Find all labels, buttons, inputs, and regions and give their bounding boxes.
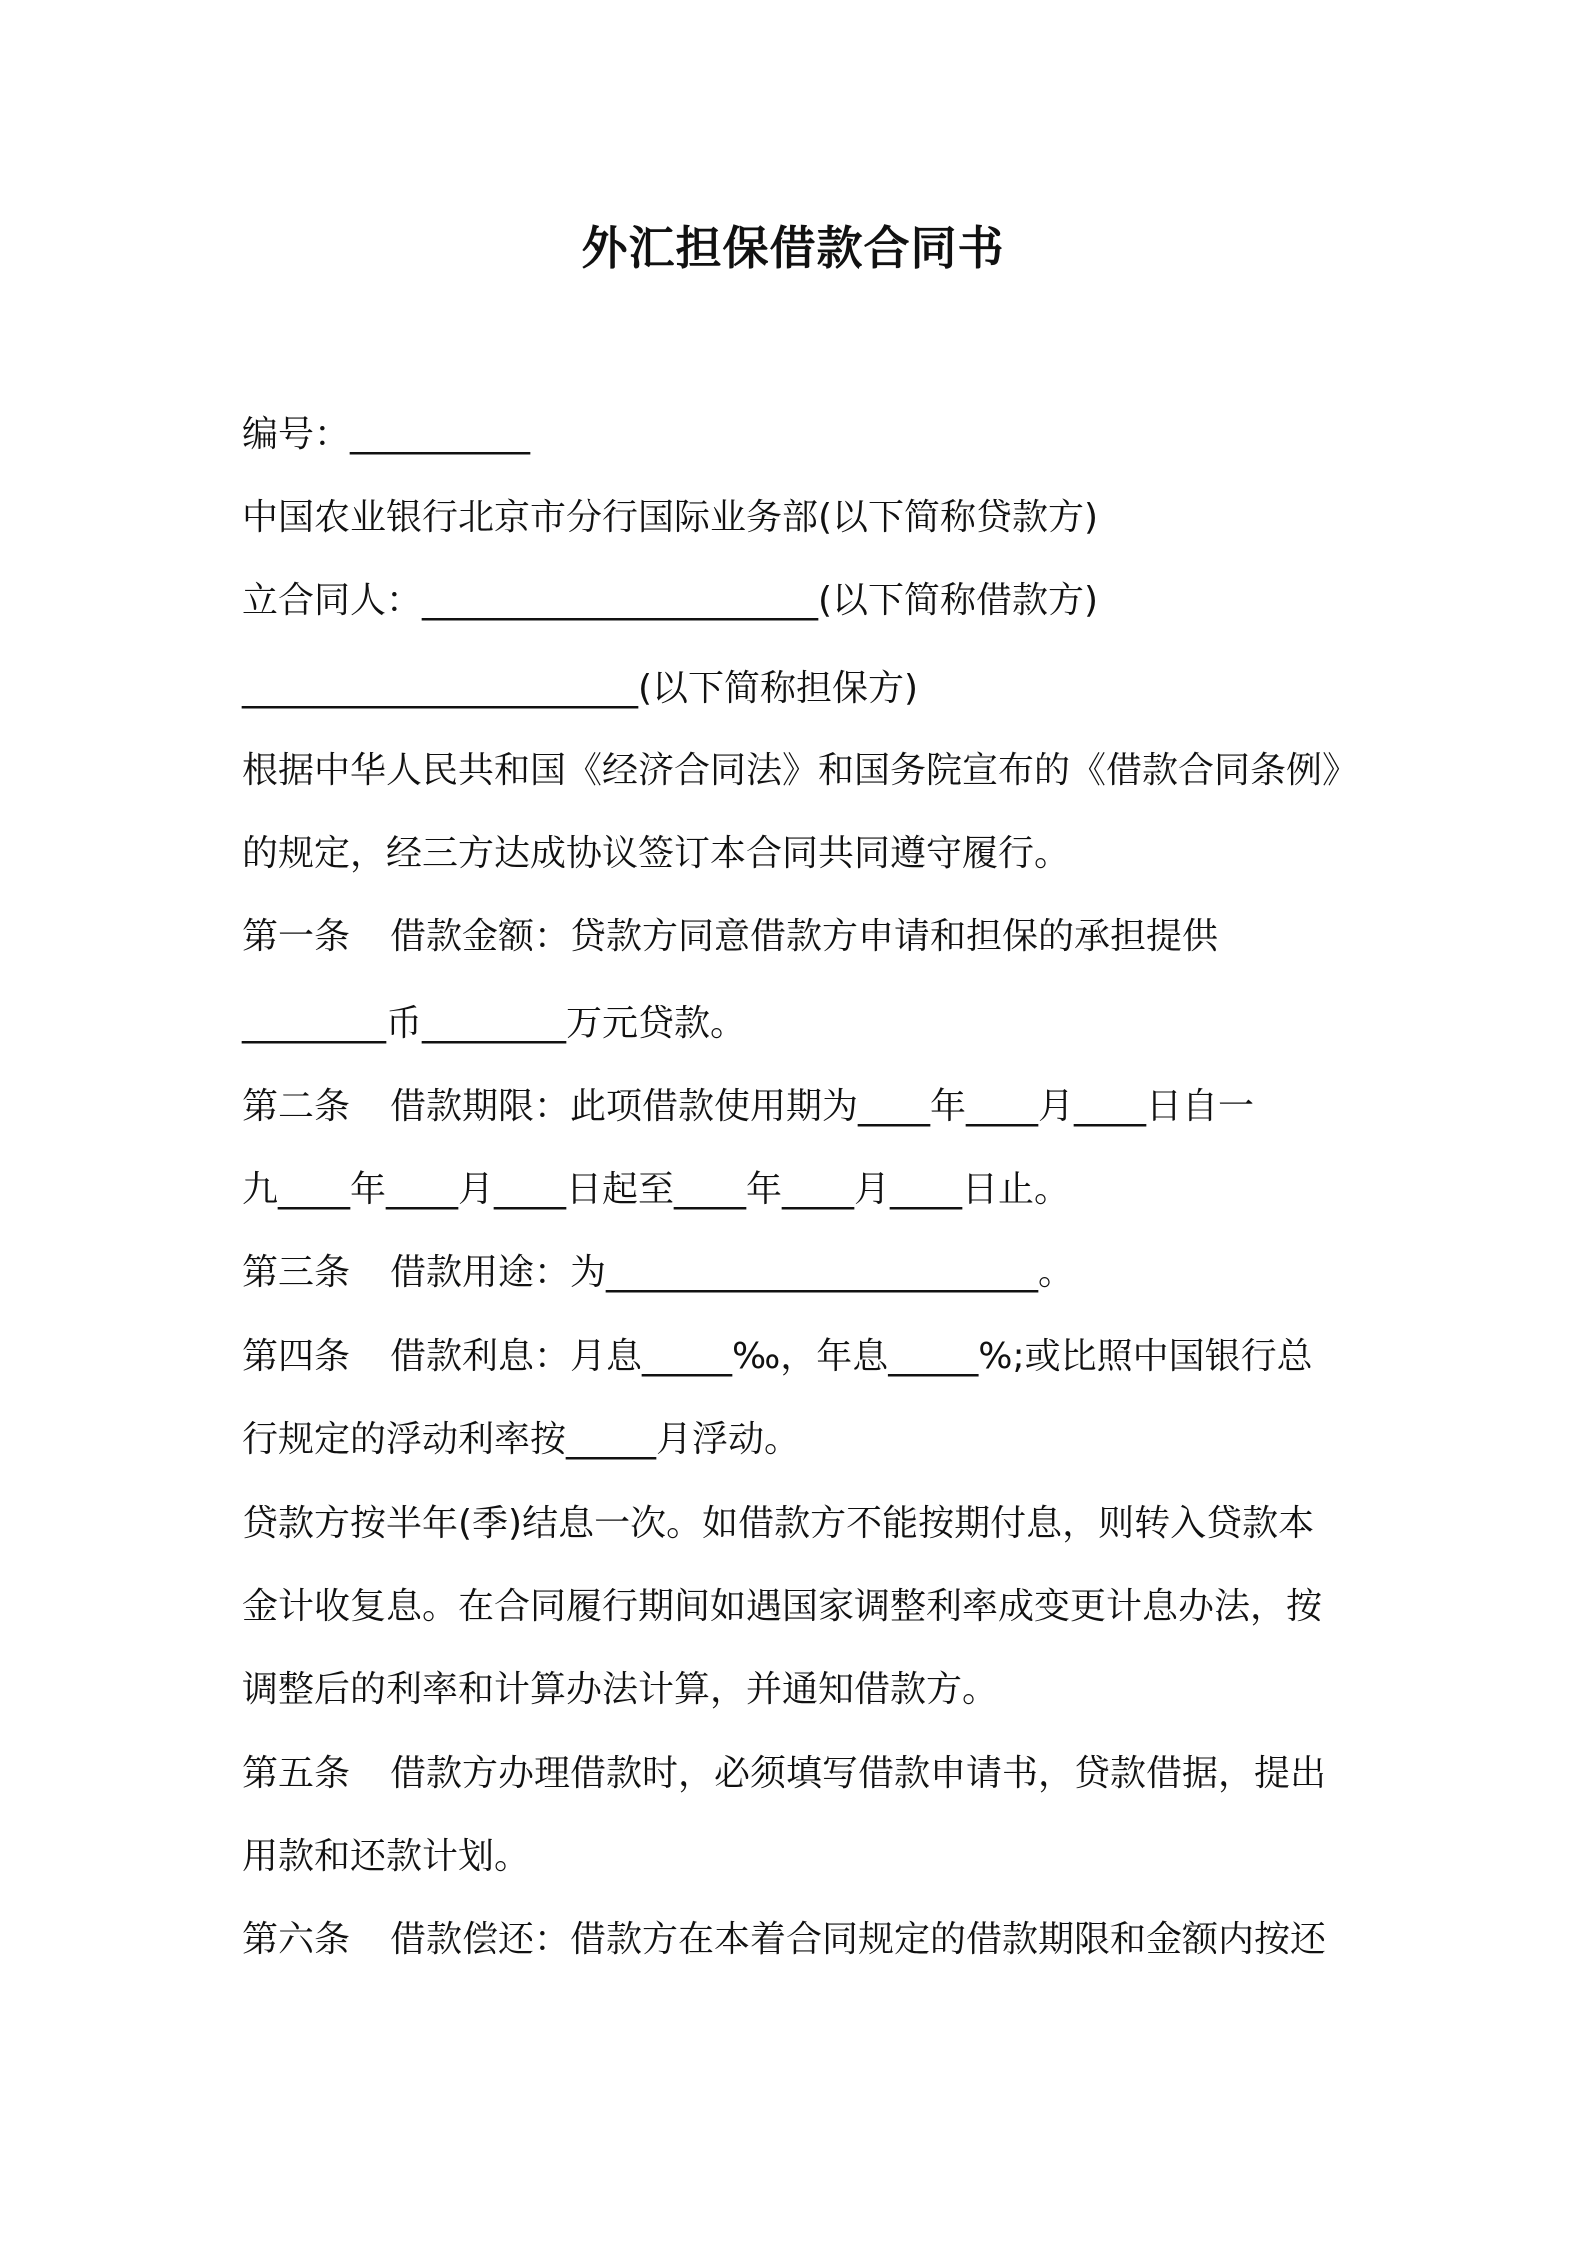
article-5 [242, 1749, 1362, 1799]
article-1-text-2: ________币________万元贷款。 [242, 1003, 747, 1044]
article-4 [242, 1332, 1362, 1382]
article-1 [242, 912, 1362, 962]
article-1-label: 第一条 [242, 916, 351, 957]
article-3 [242, 1248, 1362, 1298]
article-6-text-1: 借款偿还：借款方在本着合同规定的借款期限和金额内按还 [390, 1919, 1327, 1960]
article-4-text-2: 行规定的浮动利率按_____月浮动。 [242, 1419, 801, 1460]
article-2-text-2: 九____年____月____日起至____年____月____日止。 [242, 1169, 1071, 1210]
interest-paragraph-3: 调整后的利率和计算办法计算，并通知借款方。 [242, 1669, 999, 1710]
contract-number-line: 编号：__________ [242, 414, 531, 455]
lender-line: 中国农业银行北京市分行国际业务部(以下简称贷款方) [242, 497, 1099, 538]
article-6 [242, 1915, 1362, 1965]
article-2-label: 第二条 [242, 1086, 351, 1127]
document-title: 外汇担保借款合同书 [581, 221, 1005, 275]
article-5-text-2: 用款和还款计划。 [242, 1836, 531, 1877]
preamble-line-1: 根据中华人民共和国《经济合同法》和国务院宣布的《借款合同条例》 [242, 750, 1359, 791]
preamble-line-2: 的规定，经三方达成协议签订本合同共同遵守履行。 [242, 833, 1071, 874]
guarantor-line: ______________________(以下简称担保方) [242, 668, 919, 709]
interest-paragraph-2: 金计收复息。在合同履行期间如遇国家调整利率成变更计息办法，按 [242, 1586, 1323, 1627]
article-6-label: 第六条 [242, 1919, 351, 1960]
article-4-label: 第四条 [242, 1336, 351, 1377]
article-3-label: 第三条 [242, 1252, 351, 1293]
article-5-text-1: 借款方办理借款时，必须填写借款申请书，贷款借据，提出 [390, 1753, 1327, 1794]
article-2 [242, 1082, 1362, 1132]
article-2-text-1: 借款期限：此项借款使用期为____年____月____日自一 [390, 1086, 1255, 1127]
borrower-line: 立合同人：______________________(以下简称借款方) [242, 580, 1099, 621]
article-5-label: 第五条 [242, 1753, 351, 1794]
article-4-text-1: 借款利息：月息_____‰，年息_____%;或比照中国银行总 [390, 1336, 1313, 1377]
article-3-text: 借款用途：为________________________。 [390, 1252, 1075, 1293]
article-1-text-1: 借款金额：贷款方同意借款方申请和担保的承担提供 [390, 916, 1219, 957]
interest-paragraph-1: 贷款方按半年(季)结息一次。如借款方不能按期付息，则转入贷款本 [242, 1503, 1315, 1544]
